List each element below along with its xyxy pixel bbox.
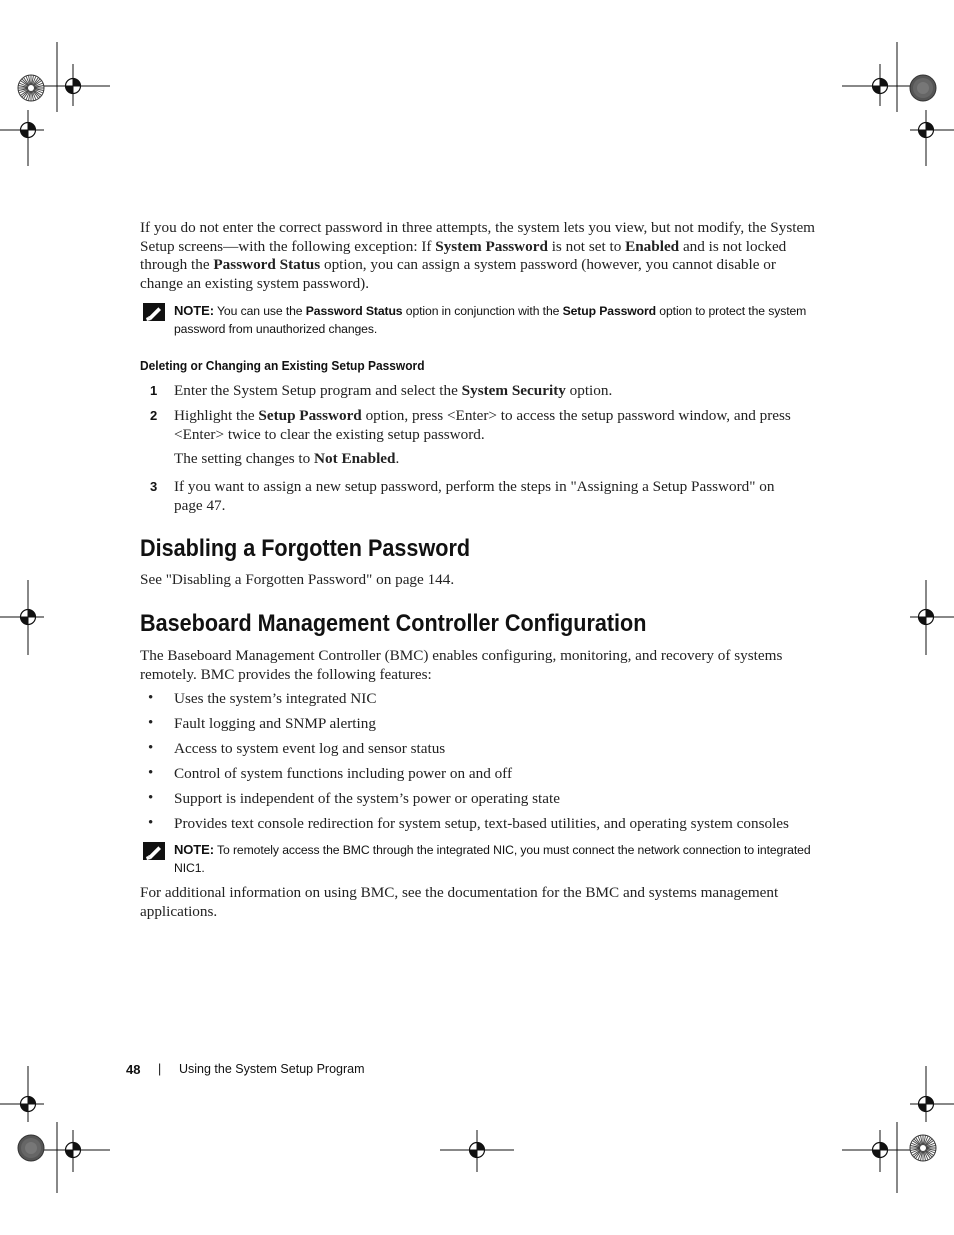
bullet-item: Control of system functions including power on and off [174, 765, 513, 782]
step-2-result: The setting changes to Not Enabled. [174, 450, 400, 467]
bullet-marker: • [148, 690, 154, 706]
bullet-item: Fault logging and SNMP alerting [174, 715, 376, 732]
intro-paragraph: If you do not enter the correct password in three attempts, the system lets you view, but not modify, the System Setup screens—with the following exception: If System Password is not set to Enabled and is not locked through the Password Status option, you can assign a system password (however, you cannot disable or change an existing system password). [140, 219, 815, 292]
bullet-item: Uses the system’s integrated NIC [174, 690, 377, 707]
bullet-item: Provides text console redirection for system setup, text-based utilities, and operating system consoles [174, 815, 789, 832]
bullet-marker: • [148, 815, 154, 831]
bullet-marker: • [148, 715, 154, 731]
heading-bmc-configuration: Baseboard Management Controller Configuration [140, 610, 647, 637]
note-bmc-nic: NOTE: To remotely access the BMC through the integrated NIC, you must connect the network connection to integrated NIC1. [174, 842, 811, 875]
page-number: 48 [126, 1062, 141, 1077]
bmc-intro-paragraph: The Baseboard Management Controller (BMC) enables configuring, monitoring, and recovery of systems remotely. BMC provides the following features: [140, 647, 783, 683]
bullet-marker: • [148, 790, 154, 806]
step-3-text: If you want to assign a new setup password, perform the steps in "Assigning a Setup Password" on page 47. [174, 478, 775, 514]
bullet-marker: • [148, 765, 154, 781]
step-number: 2 [150, 408, 158, 423]
bmc-closing-paragraph: For additional information on using BMC, see the documentation for the BMC and systems management applications. [140, 884, 779, 920]
bullet-item: Support is independent of the system’s power or operating state [174, 790, 560, 807]
bullet-item: Access to system event log and sensor status [174, 740, 446, 757]
pencil-note-icon [142, 841, 166, 861]
footer-chapter-title: Using the System Setup Program [179, 1062, 365, 1076]
section1-text: See "Disabling a Forgotten Password" on page 144. [140, 571, 455, 588]
footer-separator: | [158, 1062, 162, 1076]
step-number: 1 [150, 383, 158, 398]
step-2-text: Highlight the Setup Password option, press <Enter> to access the setup password window, and press <Enter> twice to clear the existing setup password. [174, 407, 791, 443]
heading-disabling-forgotten-password: Disabling a Forgotten Password [140, 535, 471, 562]
subheading-delete-setup-password: Deleting or Changing an Existing Setup Password [140, 359, 425, 373]
bullet-marker: • [148, 740, 154, 756]
pencil-note-icon [142, 302, 166, 322]
step-1-text: Enter the System Setup program and select the System Security option. [174, 382, 613, 399]
note-password-status: NOTE: You can use the Password Status option in conjunction with the Setup Password option to protect the system password from unauthorized changes. [174, 303, 807, 336]
step-number: 3 [150, 479, 158, 494]
